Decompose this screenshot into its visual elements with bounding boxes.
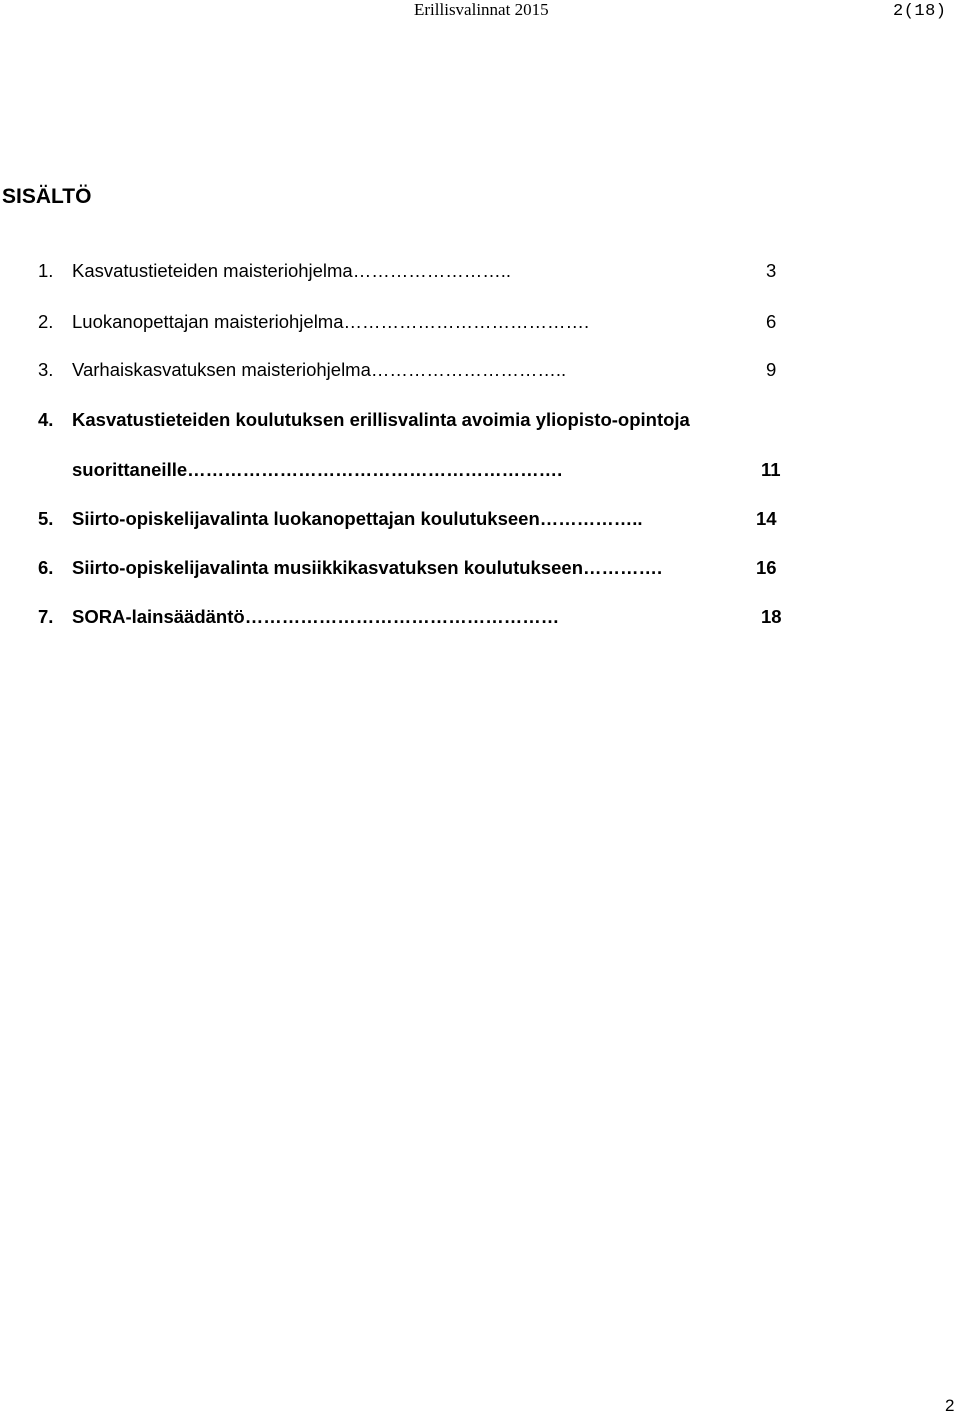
toc-entry-page: 9 bbox=[766, 359, 777, 380]
toc-entry-text: Kasvatustieteiden koulutuksen erillisvalinta avoimia yliopisto-opintoja bbox=[72, 409, 690, 430]
toc-entry-number: 5. bbox=[38, 508, 54, 529]
toc-entry-text: Luokanopettajan maisteriohjelma…………………………………. bbox=[72, 311, 590, 332]
page-indicator: 2(18) bbox=[893, 2, 947, 21]
toc-entry-number: 1. bbox=[38, 260, 54, 281]
toc-entry-text: Siirto-opiskelijavalinta musiikkikasvatuksen koulutukseen…………. bbox=[72, 557, 663, 578]
toc-entry-number: 2. bbox=[38, 311, 54, 332]
toc-entry-number: 4. bbox=[38, 409, 54, 430]
toc-entry-text: SORA-lainsäädäntö…………………………………………… bbox=[72, 606, 560, 627]
toc-entry-number: 7. bbox=[38, 606, 54, 627]
toc-entry-text-continuation: suorittaneille……………………………………………………. bbox=[72, 459, 563, 480]
document-title: Erillisvalinnat 2015 bbox=[414, 0, 549, 19]
toc-entry-text: Siirto-opiskelijavalinta luokanopettajan koulutukseen…………….. bbox=[72, 508, 643, 529]
toc-entry-page: 14 bbox=[756, 508, 777, 529]
toc-entry-page: 16 bbox=[756, 557, 777, 578]
toc-heading: SISÄLTÖ bbox=[2, 185, 92, 208]
footer-page-number: 2 bbox=[945, 1396, 955, 1415]
toc-entry-number: 3. bbox=[38, 359, 54, 380]
toc-entry-number: 6. bbox=[38, 557, 54, 578]
toc-entry-text: Kasvatustieteiden maisteriohjelma…………………….. bbox=[72, 260, 512, 281]
toc-entry-text: Varhaiskasvatuksen maisteriohjelma………………………….. bbox=[72, 359, 567, 380]
toc-entry-page: 11 bbox=[761, 459, 781, 480]
toc-entry-page: 3 bbox=[766, 260, 777, 281]
toc-entry-page: 6 bbox=[766, 311, 777, 332]
toc-entry-page: 18 bbox=[761, 606, 782, 627]
